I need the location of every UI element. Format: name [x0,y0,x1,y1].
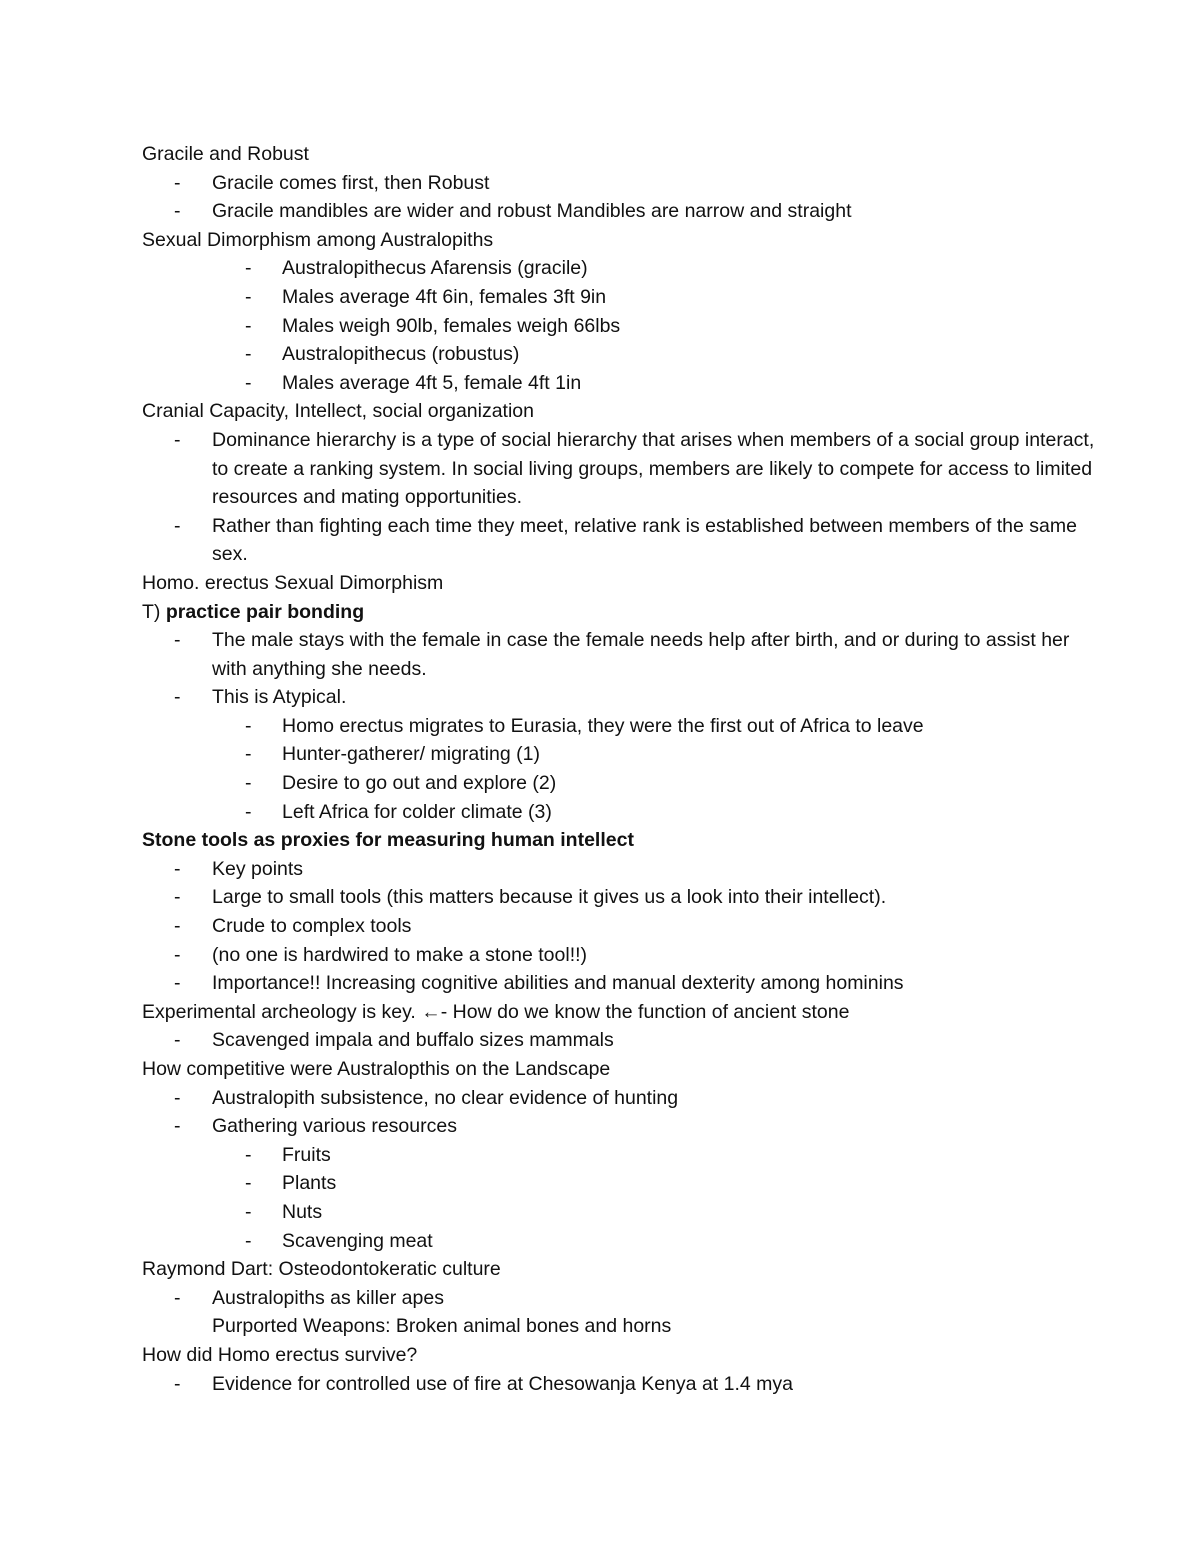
bullet-text: Fruits [282,1143,331,1166]
sub-bullet-item [142,312,1102,341]
dash-bullet-icon: - [245,743,252,766]
sub-bullet-item [142,340,1102,369]
dash-bullet-icon: - [245,1143,252,1166]
heading-text: Raymond Dart: Osteodontokeratic culture [142,1258,501,1281]
dash-bullet-icon: - [174,857,181,880]
dash-bullet-icon: - [174,428,181,451]
heading-line [142,826,1102,855]
bullet-item [142,941,1102,970]
bullet-text: Australopiths as killer apes [212,1286,444,1309]
bullet-text: Australopithecus Afarensis (gracile) [282,257,588,280]
dash-bullet-icon: - [174,514,181,537]
bullet-item [142,626,1102,683]
dash-bullet-icon: - [245,314,252,337]
sub-bullet-item [142,1141,1102,1170]
dash-bullet-icon: - [245,1229,252,1252]
dash-bullet-icon: - [174,1372,181,1395]
dash-bullet-icon: - [245,1172,252,1195]
dash-bullet-icon: - [245,343,252,366]
bullet-item [142,969,1102,998]
dash-bullet-icon: - [174,1029,181,1052]
bullet-text: Desire to go out and explore (2) [282,772,557,795]
dash-bullet-icon: - [245,285,252,308]
bullet-text: Nuts [282,1200,323,1223]
heading-line [142,1255,1102,1284]
dash-bullet-icon: - [174,686,181,709]
heading-line [142,1341,1102,1370]
sub-bullet-item [142,798,1102,827]
heading-line [142,226,1102,255]
bullet-text: Dominance hierarchy is a type of social hierarchy that arises when members of a social group interact, to create a ranking system. In social living groups, members are likely to compete for access to limited resources and mating opportunities. [212,428,1095,509]
bullet-text: Hunter-gatherer/ migrating (1) [282,743,540,766]
bullet-item [142,683,1102,712]
dash-bullet-icon: - [245,714,252,737]
heading-line [142,397,1102,426]
bullet-text: Gracile mandibles are wider and robust Mandibles are narrow and straight [212,200,852,223]
bullet-text: Large to small tools (this matters because it gives us a look into their intellect). [212,886,887,909]
heading-text: Experimental archeology is key. ←- How do we know the function of ancient stone [142,1000,850,1023]
heading-prefix: T) [142,600,166,623]
bullet-item [142,1284,1102,1313]
bullet-text: Gracile comes first, then Robust [212,171,490,194]
bullet-text: Crude to complex tools [212,915,412,938]
sub-bullet-item [142,769,1102,798]
sub-bullet-item [142,1169,1102,1198]
sub-bullet-item [142,740,1102,769]
heading-text: Sexual Dimorphism among Australopiths [142,228,494,251]
dash-bullet-icon: - [174,972,181,995]
bullet-text: Evidence for controlled use of fire at Chesowanja Kenya at 1.4 mya [212,1372,793,1395]
document-body [142,140,1102,1398]
bullet-text: Key points [212,857,304,880]
bullet-text: The male stays with the female in case the female needs help after birth, and or during to assist her with anything she needs. [212,629,1070,680]
dash-bullet-icon: - [245,800,252,823]
bullet-item [142,1370,1102,1399]
indented-text-line: Purported Weapons: Broken animal bones and horns [212,1315,672,1338]
dash-bullet-icon: - [174,915,181,938]
sub-bullet-item [142,283,1102,312]
bullet-item [142,169,1102,198]
sub-bullet-item [142,254,1102,283]
bullet-text: Scavenging meat [282,1229,433,1252]
heading-text: Homo. erectus Sexual Dimorphism [142,571,444,594]
heading-bold-text: practice pair bonding [165,600,365,623]
dash-bullet-icon: - [245,1200,252,1223]
heading-line [142,569,1102,598]
dash-bullet-icon: - [174,1286,181,1309]
bullet-text: Males average 4ft 5, female 4ft 1in [282,371,582,394]
bullet-item [142,512,1102,569]
bullet-item [142,426,1102,512]
bullet-item [142,855,1102,884]
heading-line [142,998,1102,1027]
sub-bullet-item [142,1227,1102,1256]
bullet-item [142,197,1102,226]
bullet-item [142,1026,1102,1055]
dash-bullet-icon: - [245,371,252,394]
bullet-text: Australopith subsistence, no clear evidence of hunting [212,1086,679,1109]
dash-bullet-icon: - [174,629,181,652]
dash-bullet-icon: - [174,200,181,223]
heading-text: Cranial Capacity, Intellect, social organization [142,400,534,423]
bullet-item [142,912,1102,941]
bullet-text: This is Atypical. [212,686,347,709]
heading-bold-text: Stone tools as proxies for measuring human intellect [142,829,634,852]
bullet-text: Importance!! Increasing cognitive abilities and manual dexterity among hominins [212,972,904,995]
heading-line [142,598,1102,627]
sub-bullet-item [142,712,1102,741]
bullet-text: Scavenged impala and buffalo sizes mammals [212,1029,614,1052]
dash-bullet-icon: - [174,1086,181,1109]
bullet-item [142,1084,1102,1113]
sub-bullet-item [142,1198,1102,1227]
bullet-text: Gathering various resources [212,1115,457,1138]
bullet-text: Rather than fighting each time they meet, relative rank is established between members of the same sex. [212,514,1077,566]
dash-bullet-icon: - [174,943,181,966]
dash-bullet-icon: - [245,772,252,795]
heading-line [142,140,1102,169]
bullet-text: Left Africa for colder climate (3) [282,800,552,823]
heading-text: How competitive were Australopthis on the Landscape [142,1058,611,1080]
bullet-text: Males weigh 90lb, females weigh 66lbs [282,314,621,337]
sub-bullet-item [142,369,1102,398]
bullet-text: Homo erectus migrates to Eurasia, they were the first out of Africa to leave [282,714,924,737]
bullet-text: (no one is hardwired to make a stone tool!!) [212,943,588,966]
bullet-text: Males average 4ft 6in, females 3ft 9in [282,285,607,308]
dash-bullet-icon: - [245,257,252,280]
bullet-item [142,883,1102,912]
bullet-text: Plants [282,1172,337,1195]
heading-line [142,1055,1102,1084]
dash-bullet-icon: - [174,886,181,909]
bullet-item [142,1112,1102,1141]
bullet-text: Australopithecus (robustus) [282,343,520,366]
heading-text: Gracile and Robust [142,143,309,165]
dash-bullet-icon: - [174,1115,181,1138]
dash-bullet-icon: - [174,171,181,194]
heading-text: How did Homo erectus survive? [142,1343,418,1366]
